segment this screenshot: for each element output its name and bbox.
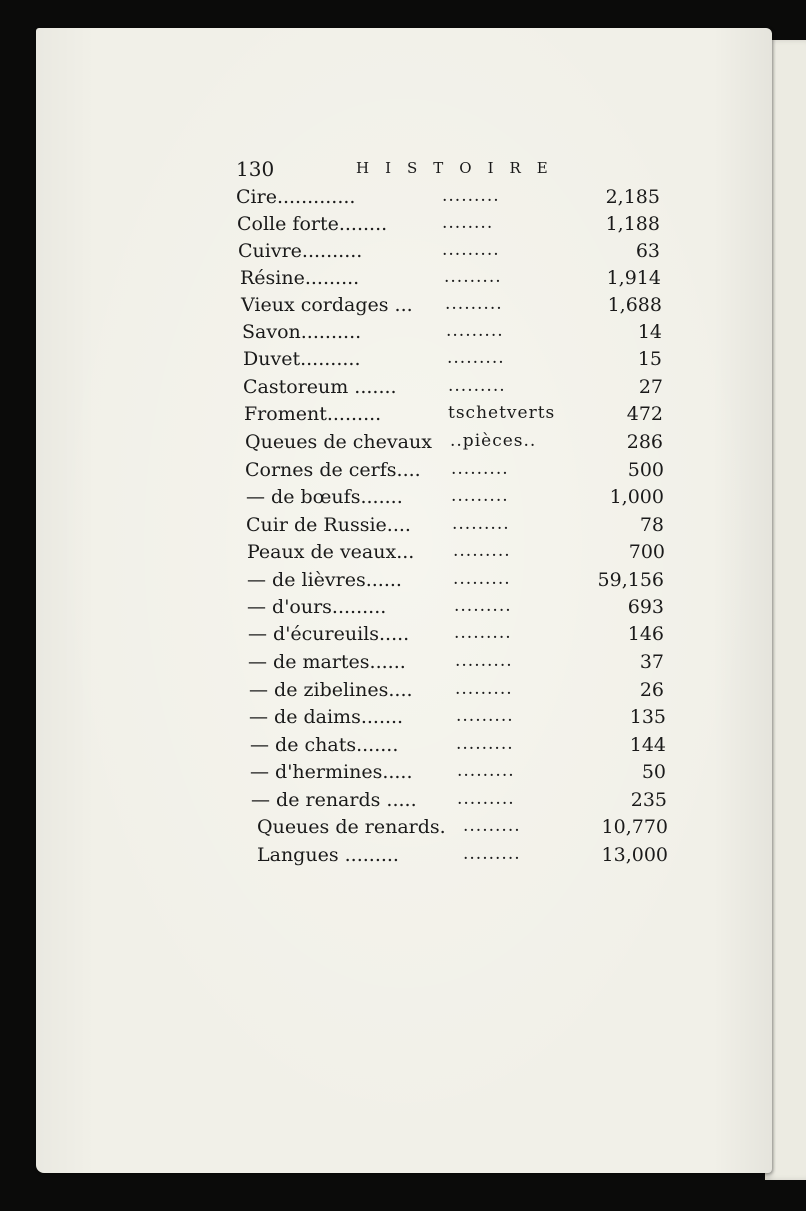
item-unit: .........: [463, 844, 521, 864]
list-item: [0, 706, 806, 733]
item-label: Cuivre..........: [238, 240, 363, 262]
list-item: [0, 321, 806, 348]
item-quantity: 63: [635, 240, 660, 262]
item-quantity: 59,156: [597, 569, 664, 591]
item-unit: .........: [444, 267, 502, 287]
list-item: [0, 761, 806, 788]
item-unit: .........: [445, 294, 503, 314]
item-label: — d'écureuils.....: [248, 623, 410, 645]
item-quantity: 15: [637, 348, 662, 370]
item-unit: .........: [456, 734, 514, 754]
item-label: Castoreum .......: [243, 376, 397, 398]
item-unit: .........: [448, 376, 506, 396]
item-quantity: 2,185: [605, 186, 660, 208]
list-item: [0, 294, 806, 321]
item-unit: .........: [455, 679, 513, 699]
item-unit: .........: [453, 569, 511, 589]
list-item: [0, 213, 806, 240]
item-label: — de bœufs.......: [246, 486, 403, 508]
item-label: — d'ours.........: [247, 596, 387, 618]
item-unit: .........: [451, 459, 509, 479]
item-label: Résine.........: [240, 267, 360, 289]
page-number: 130: [236, 157, 275, 181]
list-item: [0, 348, 806, 375]
item-quantity: 13,000: [601, 844, 668, 866]
item-quantity: 135: [629, 706, 666, 728]
item-label: — de daims.......: [249, 706, 404, 728]
item-unit: .........: [451, 486, 509, 506]
item-label: Langues .........: [257, 844, 399, 866]
item-quantity: 1,914: [606, 267, 661, 289]
item-label: — de martes......: [248, 651, 406, 673]
item-label: — de lièvres......: [247, 569, 402, 591]
list-item: [0, 623, 806, 650]
item-label: Cire.............: [236, 186, 356, 208]
item-quantity: 10,770: [601, 816, 668, 838]
item-quantity: 50: [641, 761, 666, 783]
list-item: [0, 596, 806, 623]
list-item: [0, 789, 806, 816]
item-label: Duvet..........: [243, 348, 361, 370]
list-item: [0, 679, 806, 706]
page-header: [236, 157, 576, 181]
list-item: [0, 459, 806, 486]
item-unit: .........: [453, 541, 511, 561]
item-quantity: 500: [627, 459, 664, 481]
item-quantity: 1,188: [605, 213, 660, 235]
item-label: Savon..........: [242, 321, 362, 343]
list-item: [0, 734, 806, 761]
list-item: [0, 186, 806, 213]
item-unit: .........: [463, 816, 521, 836]
item-quantity: 286: [626, 431, 663, 453]
list-item: [0, 431, 806, 458]
item-quantity: 26: [639, 679, 664, 701]
item-unit: .........: [457, 789, 515, 809]
item-quantity: 472: [626, 403, 663, 425]
item-quantity: 235: [630, 789, 667, 811]
item-quantity: 144: [629, 734, 666, 756]
item-unit: .........: [454, 623, 512, 643]
item-quantity: 14: [637, 321, 662, 343]
item-label: — de chats.......: [250, 734, 399, 756]
item-label: — de renards .....: [251, 789, 417, 811]
item-unit: .........: [454, 596, 512, 616]
item-quantity: 693: [627, 596, 664, 618]
list-item: [0, 569, 806, 596]
item-unit: ........: [442, 213, 494, 233]
item-unit: .........: [456, 706, 514, 726]
item-label: Cornes de cerfs....: [245, 459, 421, 481]
item-quantity: 700: [628, 541, 665, 563]
item-unit: .........: [452, 514, 510, 534]
item-label: Queues de renards.: [257, 816, 446, 838]
item-unit: .........: [442, 240, 500, 260]
list-item: [0, 403, 806, 430]
list-item: [0, 844, 806, 871]
item-label: Peaux de veaux...: [247, 541, 415, 563]
list-item: [0, 816, 806, 843]
item-unit: tschetverts: [448, 403, 556, 423]
item-label: Vieux cordages ...: [241, 294, 413, 316]
list-item: [0, 376, 806, 403]
item-quantity: 146: [627, 623, 664, 645]
item-quantity: 78: [639, 514, 664, 536]
commodity-list: [0, 186, 806, 886]
item-unit: .........: [455, 651, 513, 671]
list-item: [0, 267, 806, 294]
list-item: [0, 651, 806, 678]
item-unit: .........: [447, 348, 505, 368]
item-unit: .........: [442, 186, 500, 206]
list-item: [0, 514, 806, 541]
item-unit: .........: [446, 321, 504, 341]
item-unit: ..pièces..: [450, 431, 537, 451]
list-item: [0, 541, 806, 568]
item-label: Queues de chevaux: [245, 431, 432, 453]
item-quantity: 27: [638, 376, 663, 398]
list-item: [0, 240, 806, 267]
item-label: Froment.........: [244, 403, 382, 425]
item-quantity: 1,000: [609, 486, 664, 508]
list-item: [0, 486, 806, 513]
item-label: Colle forte........: [237, 213, 388, 235]
item-quantity: 1,688: [607, 294, 662, 316]
item-label: — de zibelines....: [249, 679, 413, 701]
running-head: HISTOIRE: [356, 159, 564, 177]
item-unit: .........: [457, 761, 515, 781]
item-quantity: 37: [639, 651, 664, 673]
item-label: Cuir de Russie....: [246, 514, 411, 536]
item-label: — d'hermines.....: [250, 761, 413, 783]
